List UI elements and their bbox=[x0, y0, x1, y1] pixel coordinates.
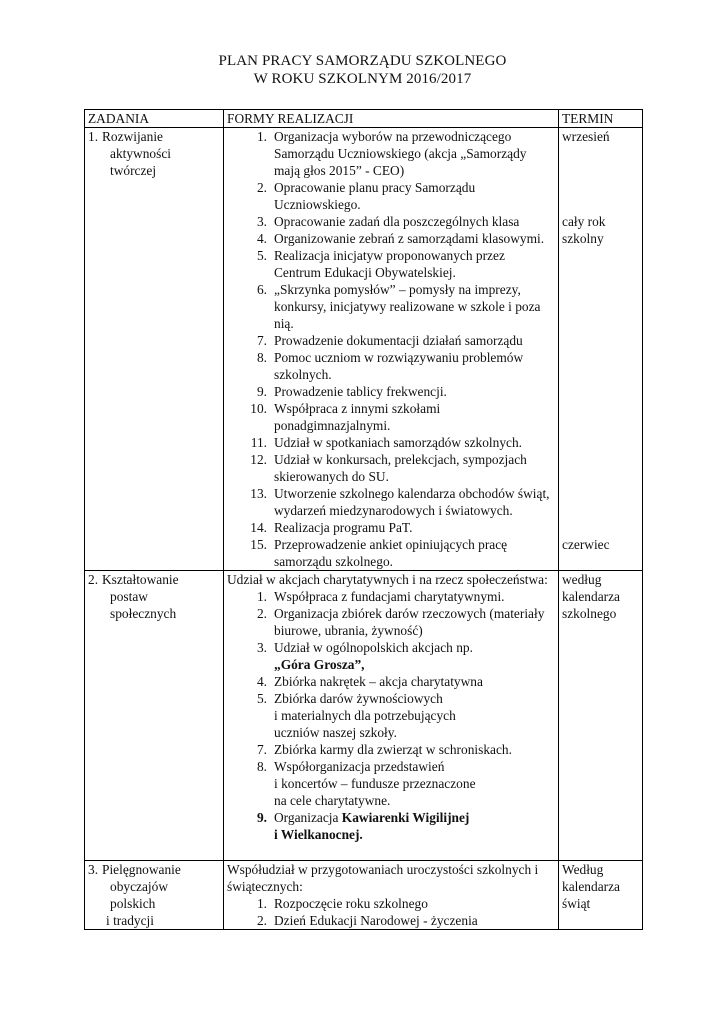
list-item: 2. Organizacja zbiórek darów rzeczowych (materiały biurowe, ubrania, żywność) bbox=[256, 606, 545, 638]
list-item: 10. Współpraca z innymi szkołami ponadgimnazjalnymi. bbox=[250, 401, 441, 433]
termin-text: wrzesień bbox=[562, 129, 610, 144]
task-text: Rozwijanie bbox=[102, 129, 163, 144]
list-item: 11. Udział w spotkaniach samorządów szkolnych. bbox=[250, 435, 523, 450]
termin-cell bbox=[559, 571, 643, 861]
forms-list bbox=[227, 895, 555, 929]
task-number: 2. bbox=[88, 572, 99, 587]
plan-table bbox=[84, 109, 643, 930]
list-item: 3. Opracowanie zadań dla poszczególnych klasa bbox=[256, 214, 520, 229]
termin-text: kalendarza bbox=[562, 879, 620, 894]
task-cell bbox=[85, 128, 224, 571]
list-item: 1. Rozpoczęcie roku szkolnego bbox=[256, 896, 428, 911]
task-text: Kształtowanie bbox=[102, 572, 179, 587]
list-item: 15. Przeprowadzenie ankiet opiniujących pracę samorządu szkolnego. bbox=[250, 537, 508, 569]
list-item: 9. Organizacja Kawiarenki Wigilijnej i Wielkanocnej. bbox=[256, 810, 470, 842]
termin-text: świąt bbox=[562, 896, 591, 911]
list-item: 6. „Skrzynka pomysłów” – pomysły na imprezy, konkursy, inicjatywy realizowane w szkole i poza nią. bbox=[256, 282, 541, 331]
task-text: Pielęgnowanie bbox=[102, 862, 181, 877]
table-row bbox=[85, 571, 643, 861]
list-item: 13. Utworzenie szkolnego kalendarza obchodów świąt, wydarzeń miedzynarodowych i światowych. bbox=[250, 486, 550, 518]
bold-campaign-name: „Góra Grosza”, bbox=[274, 657, 365, 672]
termin-text: szkolny bbox=[562, 231, 604, 246]
list-item: 5. Zbiórka darów żywnościowych i materialnych dla potrzebujących uczniów naszej szkoły. bbox=[256, 691, 456, 740]
forms-list bbox=[227, 588, 555, 843]
termin-text: według bbox=[562, 572, 602, 587]
list-item: 5. Realizacja inicjatyw proponowanych przez Centrum Edukacji Obywatelskiej. bbox=[256, 248, 505, 280]
header-zadania: ZADANIA bbox=[85, 110, 224, 128]
forms-cell bbox=[224, 861, 559, 930]
list-item: 1. Współpraca z fundacjami charytatywnymi. bbox=[256, 589, 505, 604]
list-item: 1. Organizacja wyborów na przewodniczącego Samorządu Uczniowskiego (akcja „Samorządy mają głos 2015” - CEO) bbox=[256, 129, 527, 178]
forms-list bbox=[227, 128, 555, 570]
list-item: 8. Współorganizacja przedstawień i koncertów – fundusze przeznaczone na cele charytatywne. bbox=[256, 759, 476, 808]
forms-intro: Współudział w przygotowaniach uroczystości szkolnych i świątecznych: bbox=[227, 862, 539, 894]
list-item: 14. Realizacja programu PaT. bbox=[250, 520, 413, 535]
table-row bbox=[85, 861, 643, 930]
forms-intro: Udział w akcjach charytatywnych i na rzecz społeczeństwa: bbox=[227, 572, 548, 587]
termin-text: czerwiec bbox=[562, 537, 610, 552]
termin-text: szkolnego bbox=[562, 606, 617, 621]
termin-text: kalendarza bbox=[562, 589, 620, 604]
list-item: 8. Pomoc uczniom w rozwiązywaniu problemów szkolnych. bbox=[256, 350, 524, 382]
task-cell bbox=[85, 571, 224, 861]
list-item: 2. Opracowanie planu pracy Samorządu Uczniowskiego. bbox=[256, 180, 476, 212]
title-line-1: PLAN PRACY SAMORZĄDU SZKOLNEGO bbox=[218, 53, 507, 69]
task-number: 3. bbox=[88, 862, 99, 877]
task-text: i tradycji bbox=[106, 913, 154, 928]
task-text: twórczej bbox=[110, 163, 157, 178]
task-text: społecznych bbox=[110, 606, 177, 621]
task-cell bbox=[85, 861, 224, 930]
document-title bbox=[0, 52, 725, 88]
list-item: 7. Prowadzenie dokumentacji działań samorządu bbox=[256, 333, 523, 348]
termin-text: cały rok bbox=[562, 214, 606, 229]
forms-cell bbox=[224, 571, 559, 861]
forms-cell bbox=[224, 128, 559, 571]
table-row bbox=[85, 128, 643, 571]
list-item: 12. Udział w konkursach, prelekcjach, sympozjach skierowanych do SU. bbox=[250, 452, 527, 484]
table-header-row bbox=[85, 110, 643, 128]
task-text: aktywności bbox=[110, 146, 171, 161]
list-item: 2. Dzień Edukacji Narodowej - życzenia bbox=[256, 913, 478, 928]
list-item: 9. Prowadzenie tablicy frekwencji. bbox=[256, 384, 447, 399]
task-text: postaw bbox=[110, 589, 148, 604]
task-number: 1. bbox=[88, 129, 99, 144]
list-item: 4. Organizowanie zebrań z samorządami klasowymi. bbox=[256, 231, 545, 246]
termin-text: Według bbox=[562, 862, 604, 877]
termin-cell bbox=[559, 128, 643, 571]
header-termin: TERMIN bbox=[559, 110, 643, 128]
termin-cell bbox=[559, 861, 643, 930]
task-text: polskich bbox=[110, 896, 156, 911]
list-item: 3. Udział w ogólnopolskich akcjach np. „Góra Grosza”, bbox=[256, 640, 473, 672]
task-text: obyczajów bbox=[110, 879, 169, 894]
list-item: 4. Zbiórka nakrętek – akcja charytatywna bbox=[256, 674, 483, 689]
title-line-2: W ROKU SZKOLNYM 2016/2017 bbox=[253, 71, 472, 87]
list-item: 7. Zbiórka karmy dla zwierząt w schroniskach. bbox=[256, 742, 512, 757]
header-formy-realizacji: FORMY REALIZACJI bbox=[224, 110, 559, 128]
